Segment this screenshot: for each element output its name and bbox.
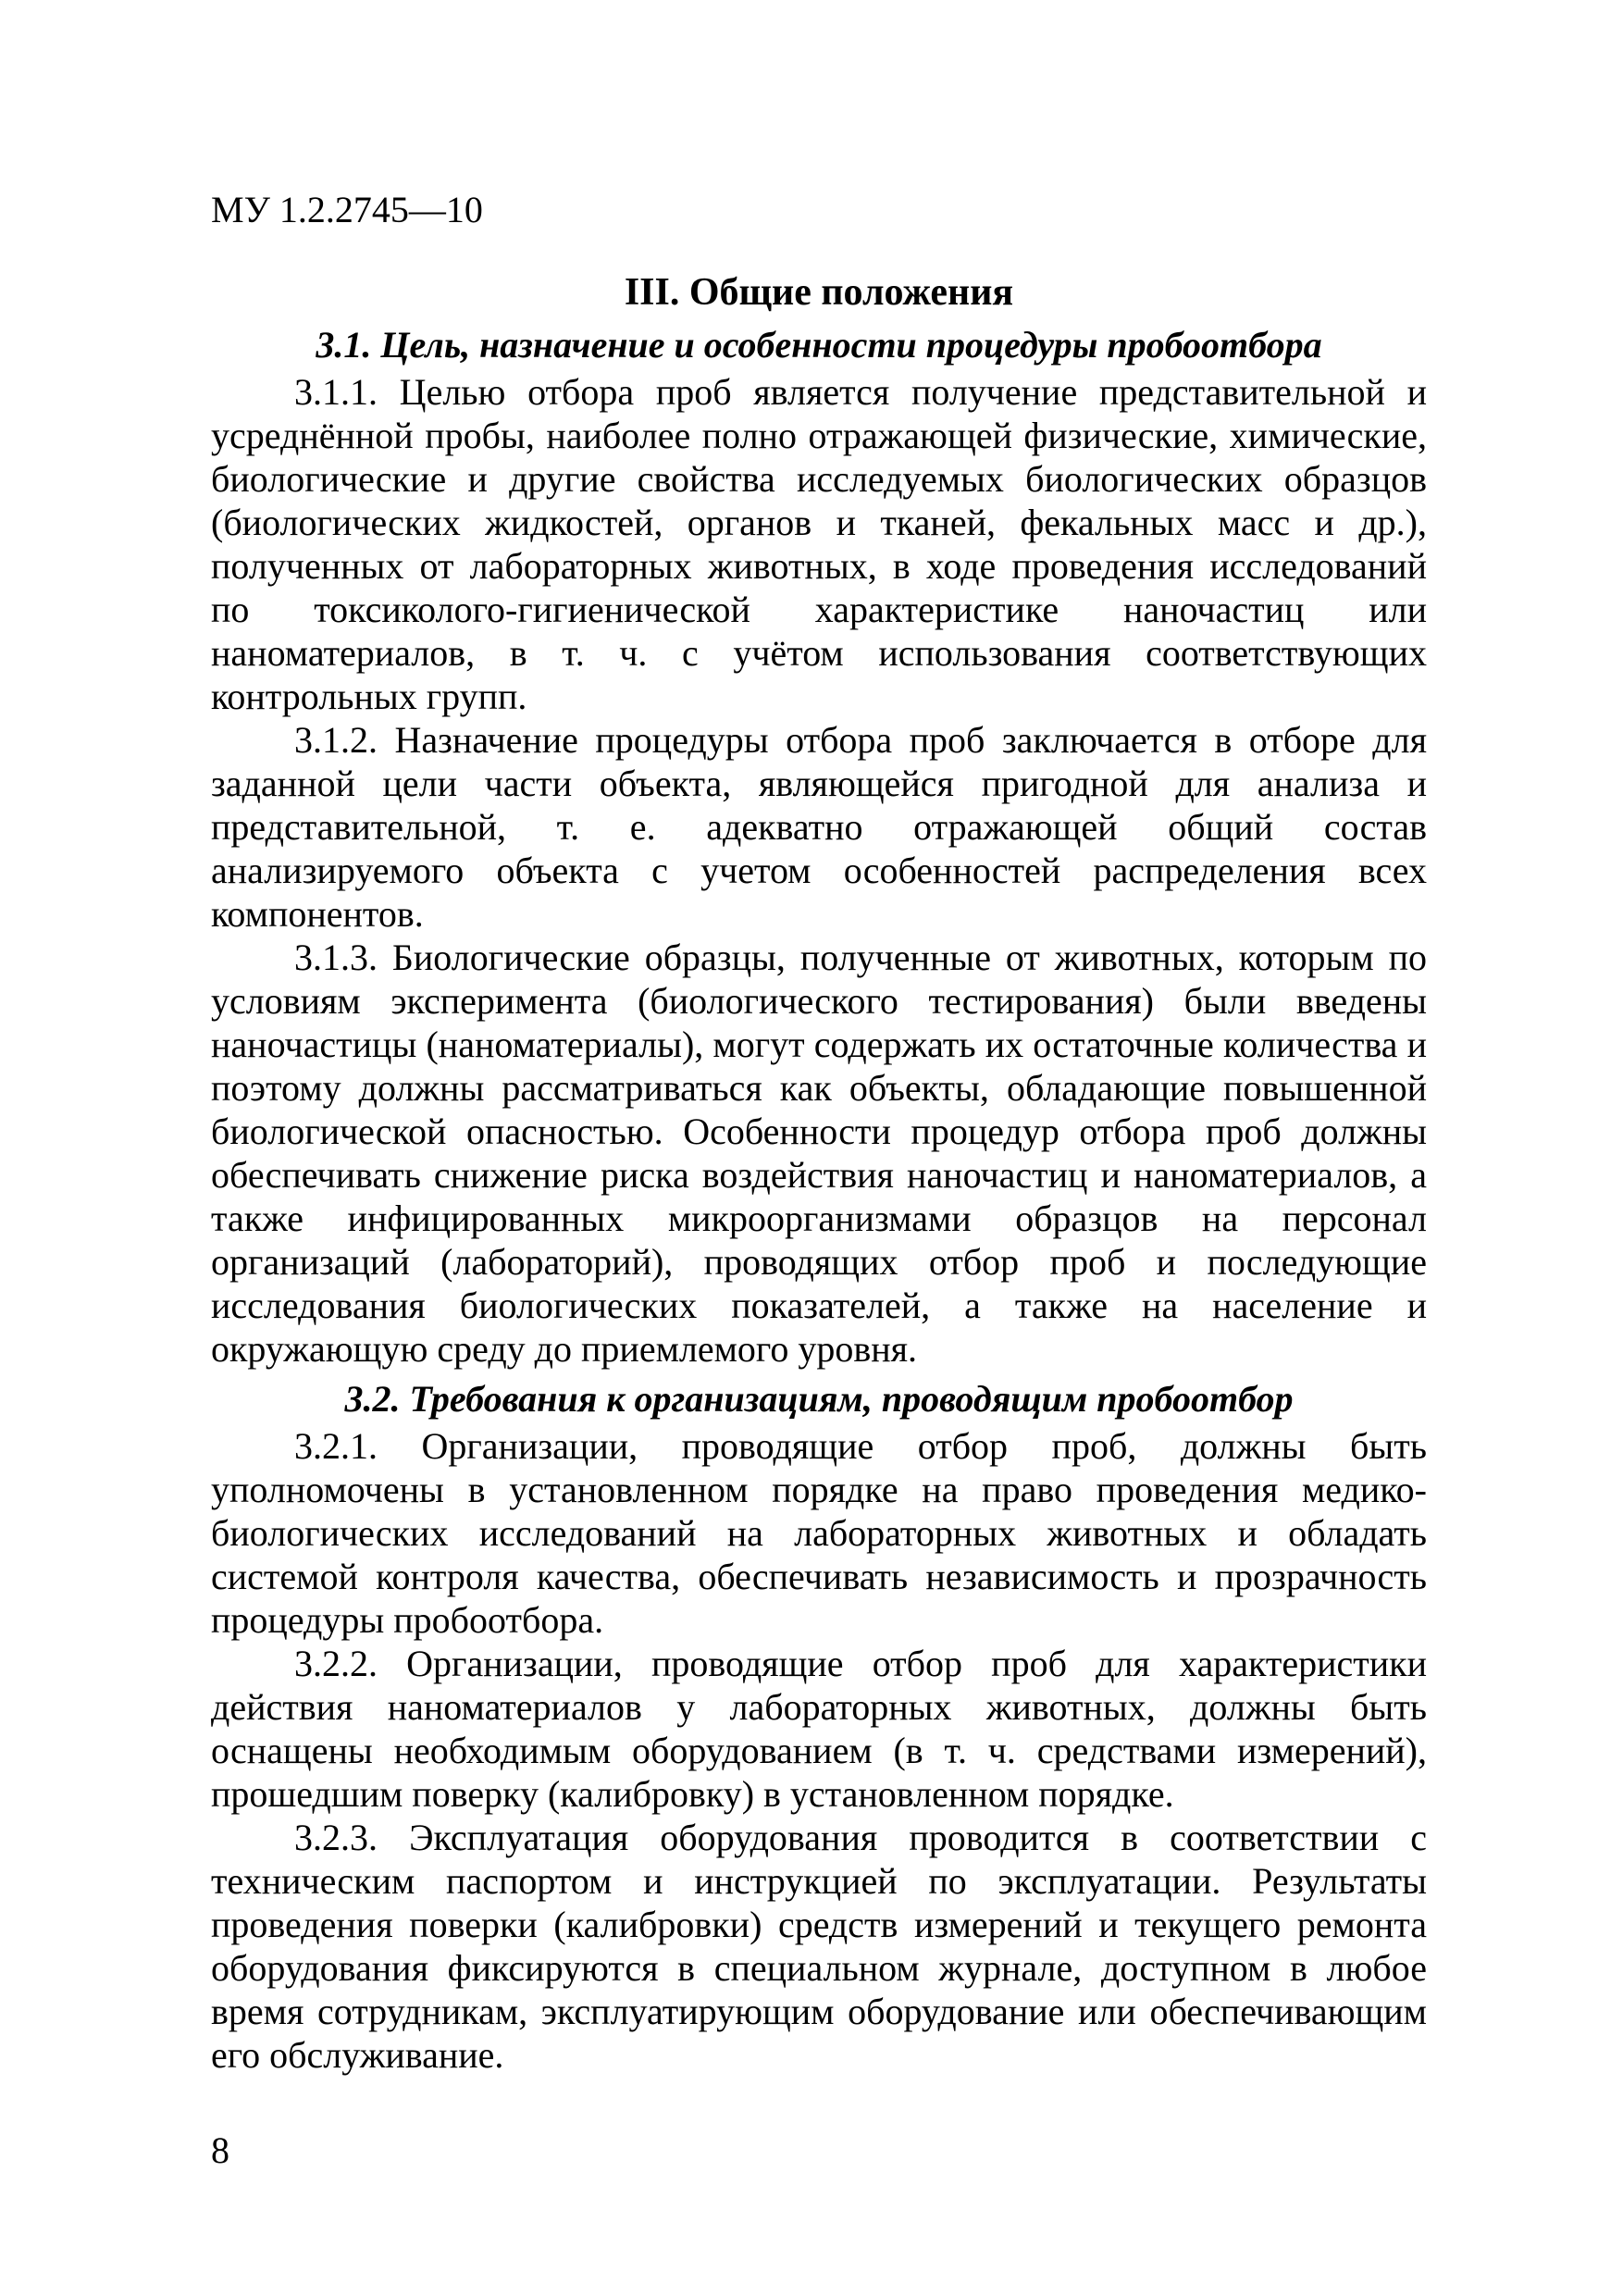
paragraph-3-1-2: 3.1.2. Назначение процедуры отбора проб заключается в отборе для заданной цели части объекта, являющейся пригодной для анализа и представительной, т. е. адекватно отражающей общий состав анализируемого объекта с учетом особенностей распределения всех компонентов. <box>211 719 1427 935</box>
paragraph-3-2-3: 3.2.3. Эксплуатация оборудования проводится в соответствии с техническим паспортом и инструкцией по эксплуатации. Результаты проведения поверки (калибровки) средств измерений и текущего ремонта оборудования фиксируются в специальном журнале, доступном в любое время сотрудникам, эксплуатирующим оборудование или обеспечивающим его обслуживание. <box>211 1817 1427 2076</box>
paragraph-3-1-3: 3.1.3. Биологические образцы, полученные от животных, которым по условиям эксперимента (биологического тестирования) были введены наночастицы (наноматериалы), могут содержать их остаточные количества и поэтому должны рассматриваться как объекты, обладающие повышенной биологической опасностью. Особенности процедур отбора проб должны обеспечивать снижение риска воздействия наночастиц и наноматериалов, а также инфицированных микроорганизмами образцов на персонал организаций (лабораторий), проводящих отбор проб и последующие исследования биологических показателей, а также на население и окружающую среду до приемлемого уровня. <box>211 937 1427 1370</box>
page-body <box>211 268 1427 2077</box>
section-title: III. Общие положения <box>624 271 1014 314</box>
paragraph-3-2-2: 3.2.2. Организации, проводящие отбор проб для характеристики действия наноматериалов у лабораторных животных, должны быть оснащены необходимым оборудованием (в т. ч. средствами измерений), прошедшим поверку (калибровку) в установленном порядке. <box>211 1643 1427 1815</box>
paragraph-3-1-1: 3.1.1. Целью отбора проб является получение представительной и усреднённой пробы, наиболее полно отражающей физические, химические, биологические и другие свойства исследуемых биологических образцов (биологических жидкостей, органов и тканей, фекальных масс и др.), полученных от лабораторных животных, в ходе проведения исследований по токсиколого-гигиенической характеристике наночастиц или наноматериалов, в т. ч. с учётом использования соответствующих контрольных групп. <box>211 371 1427 717</box>
document-code: МУ 1.2.2745—10 <box>211 189 483 230</box>
subsection-title-3-2: 3.2. Требования к организациям, проводящим пробоотбор <box>344 1378 1294 1420</box>
subsection-title-3-1: 3.1. Цель, назначение и особенности процедуры пробоотбора <box>316 324 1322 366</box>
page-number: 8 <box>211 2129 229 2171</box>
paragraph-3-2-1: 3.2.1. Организации, проводящие отбор проб, должны быть уполномочены в установленном порядке на право проведения медико-биологических исследований на лабораторных животных и обладать системой контроля качества, обеспечивать независимость и прозрачность процедуры пробоотбора. <box>211 1425 1427 1641</box>
